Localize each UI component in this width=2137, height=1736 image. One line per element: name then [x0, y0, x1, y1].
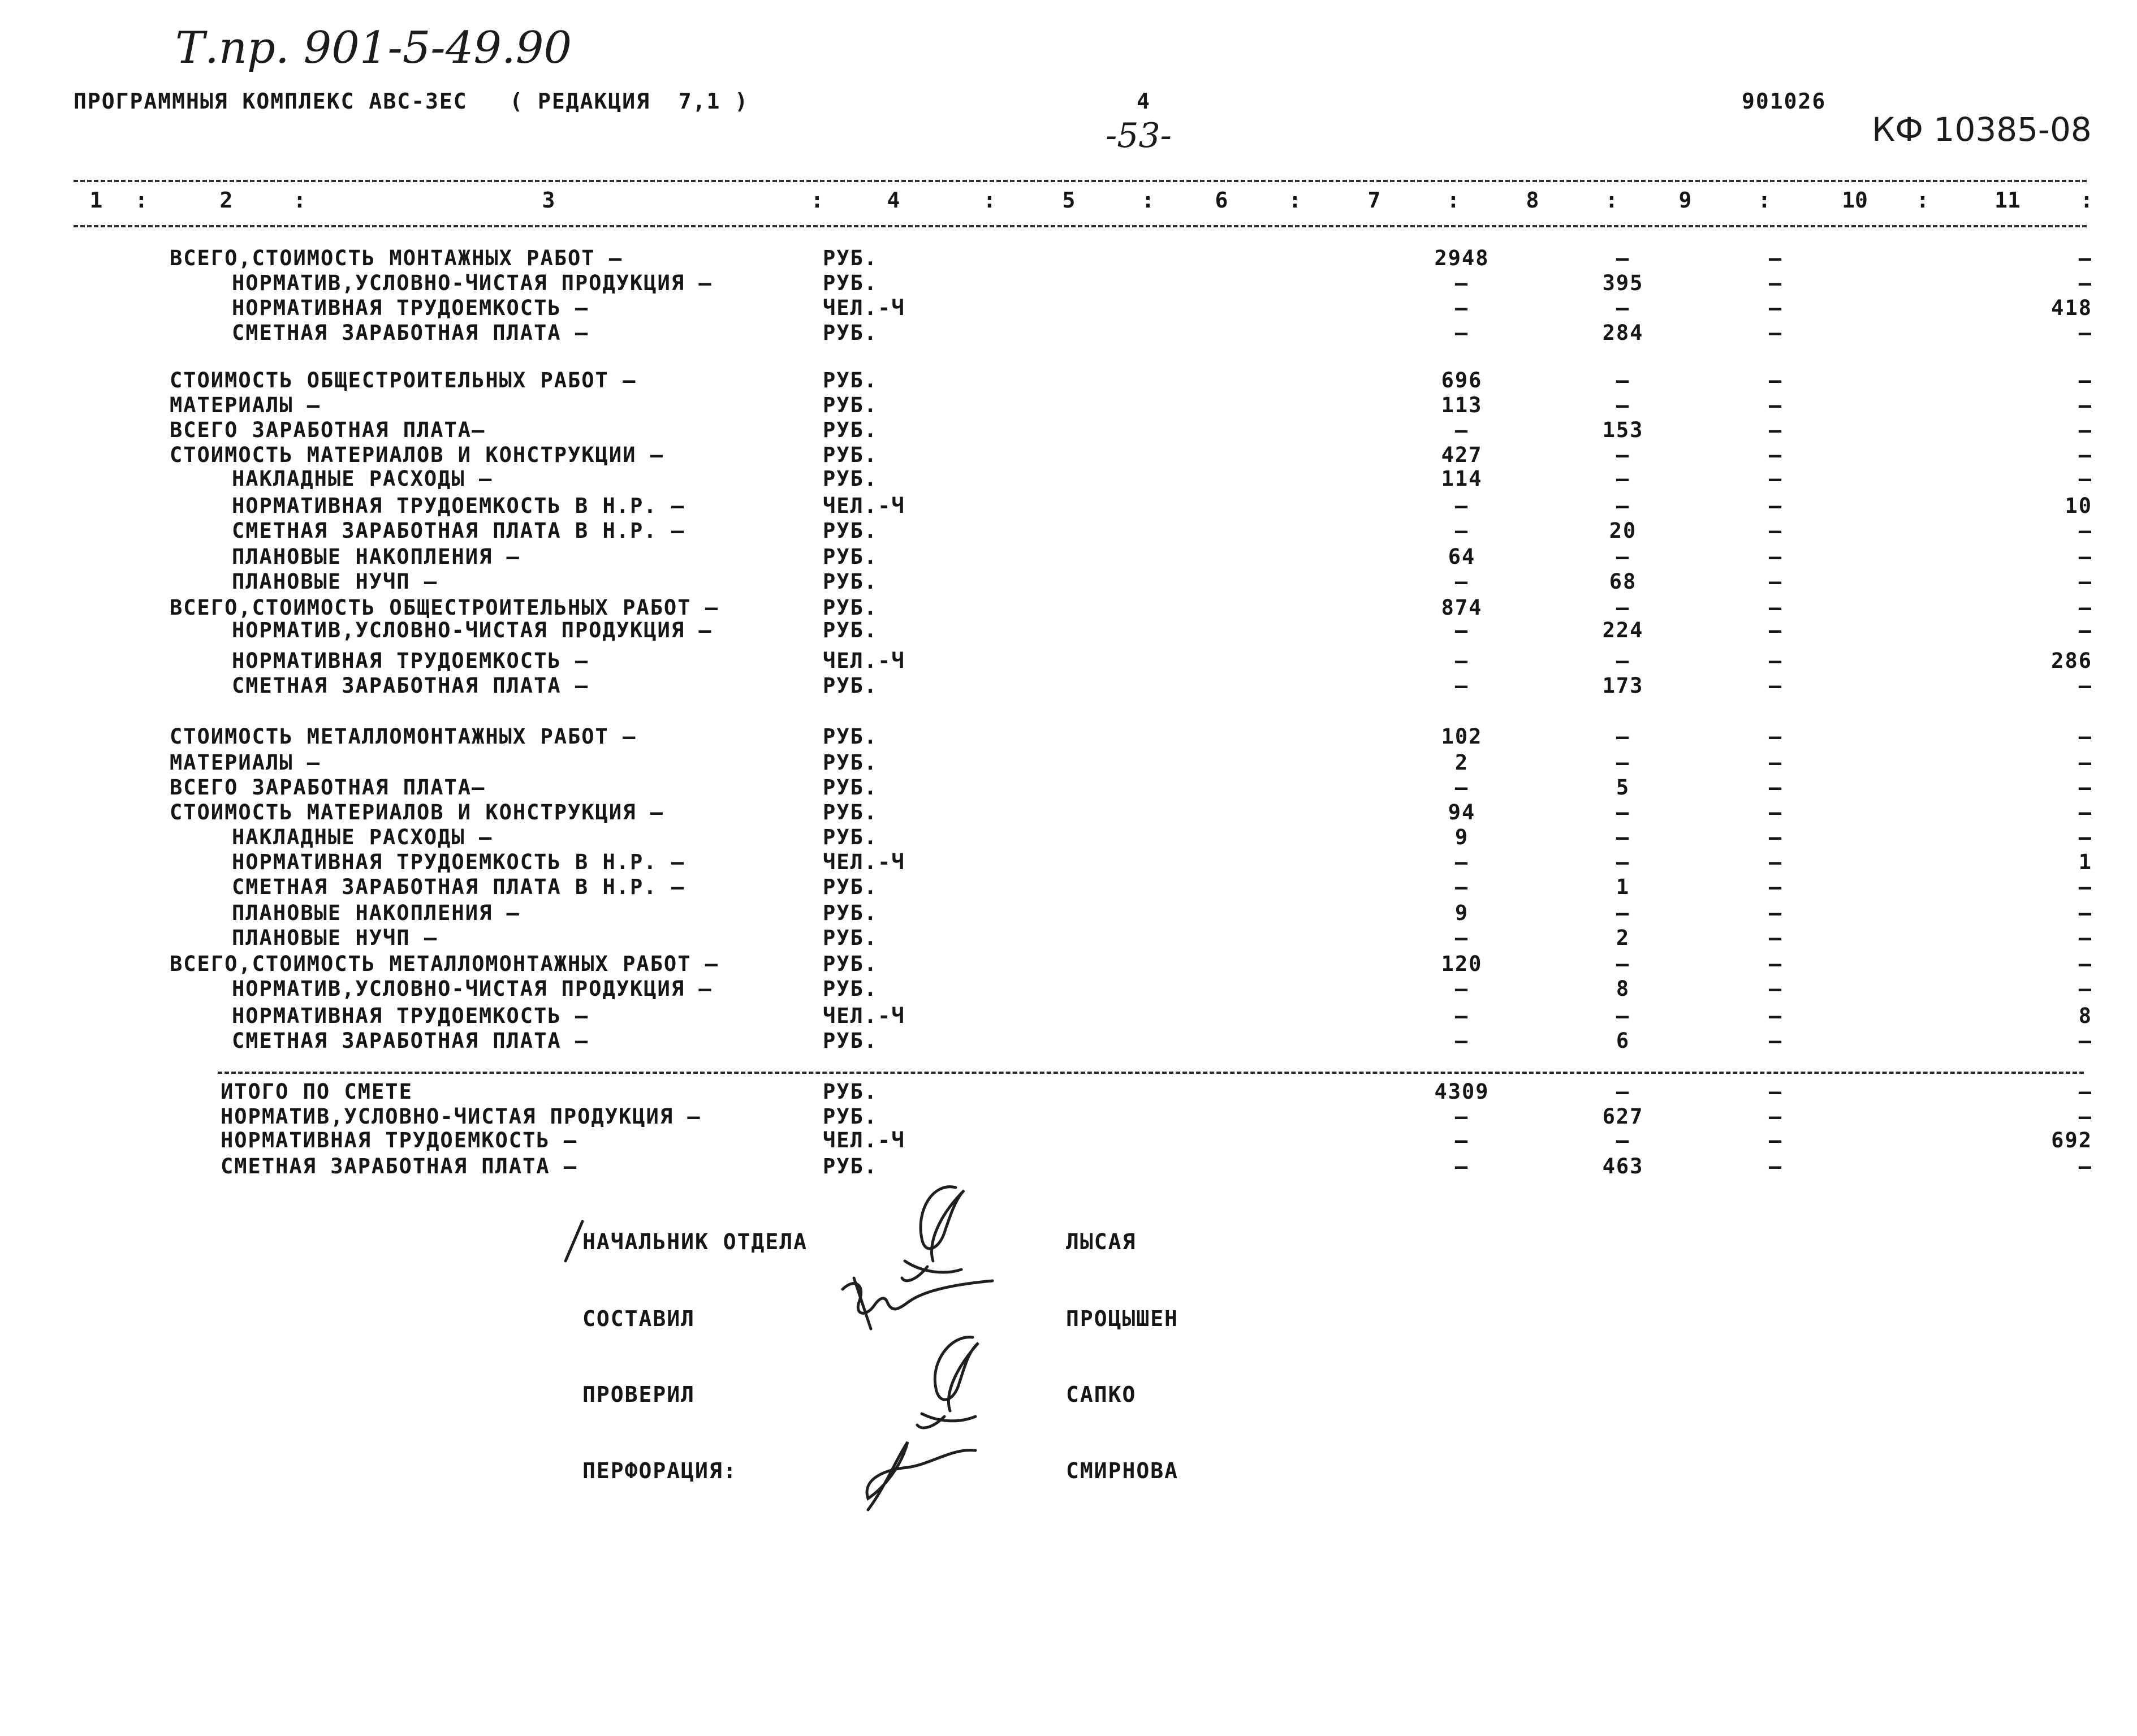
column-header: 11	[1994, 188, 2021, 213]
cell-col11: –	[2078, 595, 2092, 620]
column-separator: :	[135, 188, 148, 213]
cell-col7: 94	[1448, 800, 1476, 824]
cell-col7: 102	[1441, 724, 1483, 749]
signature-name: САПКО	[1066, 1382, 1137, 1407]
kf-code: КФ 10385-08	[1872, 110, 2092, 149]
cell-col8: –	[1616, 368, 1630, 392]
cell-col8: –	[1616, 393, 1630, 417]
cell-col7: 4309	[1434, 1079, 1490, 1104]
unit-cell: РУБ.	[823, 800, 878, 824]
row-label: СМЕТНАЯ ЗАРАБОТНАЯ ПЛАТА –	[232, 321, 589, 345]
cell-col11: –	[2078, 569, 2092, 594]
row-label: МАТЕРИАЛЫ –	[170, 750, 321, 775]
cell-col7: –	[1454, 296, 1469, 320]
cell-col11: 692	[2051, 1128, 2092, 1152]
cell-col8: –	[1616, 750, 1630, 775]
table-row	[0, 675, 2137, 698]
row-label: СТОИМОСТЬ МАТЕРИАЛОВ И КОНСТРУКЦИЯ –	[170, 800, 664, 824]
cell-col7: –	[1454, 977, 1469, 1001]
row-label: НОРМАТИВ,УСЛОВНО-ЧИСТАЯ ПРОДУКЦИЯ –	[232, 618, 713, 642]
table-row	[0, 520, 2137, 543]
unit-cell: РУБ.	[823, 673, 878, 698]
cell-col9: –	[1768, 296, 1783, 320]
cell-col7: 114	[1441, 467, 1483, 491]
cell-col9: –	[1768, 321, 1783, 345]
cell-col9: –	[1768, 467, 1783, 491]
row-label: ИТОГО ПО СМЕТЕ	[221, 1079, 413, 1104]
program-header: ПРОГРАММНЫЯ КОМПЛЕКС АВС-3ЕС ( РЕДАКЦИЯ 7,1 )	[74, 89, 749, 114]
cell-col9: –	[1768, 1029, 1783, 1053]
unit-cell: РУБ.	[823, 443, 878, 467]
column-separator: :	[2080, 188, 2093, 213]
column-header: 5	[1062, 188, 1076, 213]
row-label: НОРМАТИВНАЯ ТРУДОЕМКОСТЬ –	[232, 649, 589, 673]
row-label: МАТЕРИАЛЫ –	[170, 393, 321, 417]
table-row	[0, 752, 2137, 775]
cell-col11: –	[2078, 321, 2092, 345]
cell-col11: –	[2078, 467, 2092, 491]
cell-col9: –	[1768, 1079, 1783, 1104]
column-header: 1	[89, 188, 103, 213]
cell-col11: –	[2078, 825, 2092, 849]
cell-col8: –	[1616, 595, 1630, 620]
column-separator: :	[1758, 188, 1771, 213]
signature-role: ПЕРФОРАЦИЯ:	[582, 1458, 737, 1483]
cell-col9: –	[1768, 271, 1783, 295]
cell-col11: –	[2078, 1029, 2092, 1053]
signature-role: ПРОВЕРИЛ	[582, 1382, 696, 1407]
column-separator: :	[983, 188, 996, 213]
unit-cell: РУБ.	[823, 271, 878, 295]
cell-col9: –	[1768, 901, 1783, 925]
row-label: НОРМАТИВНАЯ ТРУДОЕМКОСТЬ В Н.Р. –	[232, 850, 685, 874]
cell-col7: 9	[1454, 901, 1469, 925]
unit-cell: РУБ.	[823, 724, 878, 749]
table-row	[0, 876, 2137, 899]
cell-col11: –	[2078, 1079, 2092, 1104]
cell-col8: 2	[1616, 926, 1630, 950]
cell-col7: –	[1454, 321, 1469, 345]
cell-col8: 1	[1616, 875, 1630, 899]
cell-col8: –	[1616, 800, 1630, 824]
table-row	[0, 927, 2137, 950]
cell-col11: –	[2078, 545, 2092, 569]
row-label: НОРМАТИВНАЯ ТРУДОЕМКОСТЬ –	[232, 1004, 589, 1028]
table-row	[0, 650, 2137, 673]
cell-col8: –	[1616, 724, 1630, 749]
unit-cell: ЧЕЛ.-Ч	[823, 1128, 905, 1152]
cell-col9: –	[1768, 952, 1783, 976]
table-row	[0, 1106, 2137, 1129]
cell-col8: –	[1616, 850, 1630, 874]
table-row	[0, 297, 2137, 320]
handwritten-signature	[845, 1425, 981, 1515]
column-separator: :	[1447, 188, 1460, 213]
cell-col8: 20	[1609, 519, 1637, 543]
page-mark: -53-	[1106, 116, 1172, 156]
cell-col7: –	[1454, 926, 1469, 950]
cell-col11: –	[2078, 875, 2092, 899]
unit-cell: РУБ.	[823, 368, 878, 392]
cell-col8: 8	[1616, 977, 1630, 1001]
table-row	[0, 495, 2137, 518]
row-label: ВСЕГО ЗАРАБОТНАЯ ПЛАТА–	[170, 418, 486, 442]
cell-col11: –	[2078, 246, 2092, 270]
unit-cell: РУБ.	[823, 519, 878, 543]
cell-col9: –	[1768, 545, 1783, 569]
row-label: СМЕТНАЯ ЗАРАБОТНАЯ ПЛАТА В Н.Р. –	[232, 875, 685, 899]
signature-role: НАЧАЛЬНИК ОТДЕЛА	[582, 1229, 808, 1254]
cell-col8: 627	[1602, 1104, 1644, 1129]
cell-col9: –	[1768, 246, 1783, 270]
cell-col8: –	[1616, 1079, 1630, 1104]
cell-col9: –	[1768, 368, 1783, 392]
unit-cell: РУБ.	[823, 952, 878, 976]
cell-col7: –	[1454, 673, 1469, 698]
row-label: НАКЛАДНЫЕ РАСХОДЫ –	[232, 467, 493, 491]
row-label: ПЛАНОВЫЕ НАКОПЛЕНИЯ –	[232, 545, 520, 569]
cell-col9: –	[1768, 926, 1783, 950]
signature-name: ЛЫСАЯ	[1066, 1229, 1137, 1254]
row-label: НОРМАТИВ,УСЛОВНО-ЧИСТАЯ ПРОДУКЦИЯ –	[221, 1104, 701, 1129]
cell-col9: –	[1768, 977, 1783, 1001]
cell-col8: –	[1616, 443, 1630, 467]
cell-col11: –	[2078, 926, 2092, 950]
column-separator: :	[810, 188, 824, 213]
table-row	[0, 902, 2137, 925]
table-row	[0, 802, 2137, 824]
unit-cell: ЧЕЛ.-Ч	[823, 494, 905, 518]
unit-cell: РУБ.	[823, 901, 878, 925]
unit-cell: РУБ.	[823, 1079, 878, 1104]
cell-col7: 113	[1441, 393, 1483, 417]
column-separator: :	[1141, 188, 1155, 213]
signature-name: ПРОЦЫШЕН	[1066, 1306, 1179, 1331]
table-row	[0, 978, 2137, 1001]
column-header: 10	[1842, 188, 1868, 213]
table-row	[0, 726, 2137, 749]
table-row	[0, 248, 2137, 270]
cell-col9: –	[1768, 1004, 1783, 1028]
unit-cell: РУБ.	[823, 569, 878, 594]
cell-col7: –	[1454, 271, 1469, 295]
cell-col7: –	[1454, 1029, 1469, 1053]
table-row	[0, 827, 2137, 849]
row-label: СТОИМОСТЬ МАТЕРИАЛОВ И КОНСТРУКЦИИ –	[170, 443, 664, 467]
table-row	[0, 777, 2137, 800]
row-label: СМЕТНАЯ ЗАРАБОТНАЯ ПЛАТА В Н.Р. –	[232, 519, 685, 543]
table-row	[0, 620, 2137, 642]
cell-col9: –	[1768, 494, 1783, 518]
cell-col9: –	[1768, 1128, 1783, 1152]
cell-col9: –	[1768, 569, 1783, 594]
table-row	[0, 597, 2137, 620]
cell-col9: –	[1768, 618, 1783, 642]
row-label: СМЕТНАЯ ЗАРАБОТНАЯ ПЛАТА –	[221, 1154, 578, 1178]
cell-col11: –	[2078, 393, 2092, 417]
cell-col7: –	[1454, 649, 1469, 673]
cell-col8: –	[1616, 901, 1630, 925]
row-label: НОРМАТИВ,УСЛОВНО-ЧИСТАЯ ПРОДУКЦИЯ –	[232, 977, 713, 1001]
unit-cell: ЧЕЛ.-Ч	[823, 649, 905, 673]
cell-col11: –	[2078, 1104, 2092, 1129]
cell-col8: –	[1616, 246, 1630, 270]
cell-col8: 6	[1616, 1029, 1630, 1053]
unit-cell: РУБ.	[823, 825, 878, 849]
table-row	[0, 852, 2137, 874]
cell-col7: 2948	[1434, 246, 1490, 270]
cell-col7: 427	[1441, 443, 1483, 467]
column-header: 8	[1526, 188, 1539, 213]
table-row	[0, 1081, 2137, 1104]
column-header: 9	[1678, 188, 1692, 213]
cell-col7: 2	[1454, 750, 1469, 775]
cell-col9: –	[1768, 750, 1783, 775]
row-label: НОРМАТИВНАЯ ТРУДОЕМКОСТЬ –	[232, 296, 589, 320]
cell-col9: –	[1768, 519, 1783, 543]
table-row	[0, 322, 2137, 345]
cell-col8: 395	[1602, 271, 1644, 295]
cell-col7: –	[1454, 775, 1469, 800]
table-row	[0, 1005, 2137, 1028]
cell-col9: –	[1768, 1104, 1783, 1129]
column-header: 4	[887, 188, 900, 213]
cell-col8: 463	[1602, 1154, 1644, 1178]
table-row	[0, 468, 2137, 491]
unit-cell: РУБ.	[823, 418, 878, 442]
cell-col8: –	[1616, 494, 1630, 518]
cell-col11: –	[2078, 418, 2092, 442]
cell-col7: –	[1454, 519, 1469, 543]
column-separator: :	[1288, 188, 1302, 213]
cell-col7: –	[1454, 1154, 1469, 1178]
unit-cell: ЧЕЛ.-Ч	[823, 1004, 905, 1028]
table-row	[0, 1130, 2137, 1152]
cell-col9: –	[1768, 800, 1783, 824]
cell-col8: 5	[1616, 775, 1630, 800]
cell-col8: –	[1616, 296, 1630, 320]
row-label: СМЕТНАЯ ЗАРАБОТНАЯ ПЛАТА –	[232, 1029, 589, 1053]
column-separator: :	[1916, 188, 1929, 213]
row-label: НОРМАТИВ,УСЛОВНО-ЧИСТАЯ ПРОДУКЦИЯ –	[232, 271, 713, 295]
cell-col7: –	[1454, 875, 1469, 899]
unit-cell: РУБ.	[823, 875, 878, 899]
cell-col11: –	[2078, 673, 2092, 698]
column-header: 2	[219, 188, 233, 213]
column-header: 6	[1215, 188, 1228, 213]
cell-col11: –	[2078, 368, 2092, 392]
row-label: ВСЕГО,СТОИМОСТЬ МЕТАЛЛОМОНТАЖНЫХ РАБОТ –	[170, 952, 719, 976]
cell-col11: –	[2078, 775, 2092, 800]
signature-name: СМИРНОВА	[1066, 1458, 1179, 1483]
cell-col8: 284	[1602, 321, 1644, 345]
cell-col9: –	[1768, 875, 1783, 899]
bracket-mark	[557, 1216, 591, 1267]
cell-col9: –	[1768, 724, 1783, 749]
unit-cell: РУБ.	[823, 977, 878, 1001]
handwritten-signature	[882, 1326, 995, 1433]
column-header: 3	[542, 188, 555, 213]
cell-col9: –	[1768, 673, 1783, 698]
cell-col9: –	[1768, 775, 1783, 800]
row-label: СТОИМОСТЬ МЕТАЛЛОМОНТАЖНЫХ РАБОТ –	[170, 724, 637, 749]
cell-col11: –	[2078, 952, 2092, 976]
unit-cell: РУБ.	[823, 1029, 878, 1053]
cell-col8: –	[1616, 952, 1630, 976]
unit-cell: РУБ.	[823, 393, 878, 417]
unit-cell: РУБ.	[823, 595, 878, 620]
cell-col11: –	[2078, 618, 2092, 642]
table-row	[0, 420, 2137, 442]
unit-cell: РУБ.	[823, 321, 878, 345]
cell-col11: –	[2078, 271, 2092, 295]
cell-col7: –	[1454, 1004, 1469, 1028]
cell-col8: 68	[1609, 569, 1637, 594]
table-row	[0, 370, 2137, 392]
cell-col7: 64	[1448, 545, 1476, 569]
cell-col11: –	[2078, 724, 2092, 749]
unit-cell: РУБ.	[823, 775, 878, 800]
row-label: ПЛАНОВЫЕ НАКОПЛЕНИЯ –	[232, 901, 520, 925]
table-row	[0, 953, 2137, 976]
unit-cell: РУБ.	[823, 246, 878, 270]
unit-cell: РУБ.	[823, 926, 878, 950]
unit-cell: РУБ.	[823, 467, 878, 491]
handwritten-title: Т.пр. 901-5-49.90	[175, 23, 572, 74]
cell-col11: –	[2078, 750, 2092, 775]
column-header: 7	[1367, 188, 1381, 213]
table-row	[0, 273, 2137, 295]
table-row	[0, 1156, 2137, 1178]
cell-col11: –	[2078, 977, 2092, 1001]
cell-col11: 286	[2051, 649, 2092, 673]
cell-col11: –	[2078, 800, 2092, 824]
cell-col9: –	[1768, 649, 1783, 673]
unit-cell: РУБ.	[823, 750, 878, 775]
totals-rule	[218, 1072, 2084, 1074]
cell-col7: 874	[1441, 595, 1483, 620]
row-label: СМЕТНАЯ ЗАРАБОТНАЯ ПЛАТА –	[232, 673, 589, 698]
row-label: ВСЕГО ЗАРАБОТНАЯ ПЛАТА–	[170, 775, 486, 800]
cell-col11: –	[2078, 519, 2092, 543]
table-row	[0, 571, 2137, 594]
row-label: ПЛАНОВЫЕ НУЧП –	[232, 926, 438, 950]
cell-col11: 1	[2078, 850, 2092, 874]
cell-col8: –	[1616, 825, 1630, 849]
unit-cell: РУБ.	[823, 545, 878, 569]
cell-col8: 224	[1602, 618, 1644, 642]
cell-col9: –	[1768, 443, 1783, 467]
cell-col7: –	[1454, 494, 1469, 518]
row-label: НОРМАТИВНАЯ ТРУДОЕМКОСТЬ –	[221, 1128, 578, 1152]
cell-col11: –	[2078, 443, 2092, 467]
row-label: НАКЛАДНЫЕ РАСХОДЫ –	[232, 825, 493, 849]
cell-col9: –	[1768, 850, 1783, 874]
column-separator: :	[293, 188, 306, 213]
cell-col11: –	[2078, 1154, 2092, 1178]
signature-role: СОСТАВИЛ	[582, 1306, 696, 1331]
cell-col11: –	[2078, 901, 2092, 925]
unit-cell: РУБ.	[823, 618, 878, 642]
cell-col8: –	[1616, 1128, 1630, 1152]
cell-col8: –	[1616, 649, 1630, 673]
cell-col7: –	[1454, 618, 1469, 642]
cell-col9: –	[1768, 825, 1783, 849]
table-row	[0, 444, 2137, 467]
cell-col7: 120	[1441, 952, 1483, 976]
row-label: НОРМАТИВНАЯ ТРУДОЕМКОСТЬ В Н.Р. –	[232, 494, 685, 518]
unit-cell: РУБ.	[823, 1154, 878, 1178]
cell-col9: –	[1768, 595, 1783, 620]
cell-col9: –	[1768, 418, 1783, 442]
document-number: 901026	[1742, 89, 1827, 114]
table-row	[0, 1030, 2137, 1053]
row-label: ВСЕГО,СТОИМОСТЬ МОНТАЖНЫХ РАБОТ –	[170, 246, 623, 270]
cell-col8: –	[1616, 467, 1630, 491]
row-label: ВСЕГО,СТОИМОСТЬ ОБЩЕСТРОИТЕЛЬНЫХ РАБОТ –	[170, 595, 719, 620]
cell-col7: 9	[1454, 825, 1469, 849]
cell-col7: –	[1454, 1104, 1469, 1129]
cell-col8: 153	[1602, 418, 1644, 442]
row-label: ПЛАНОВЫЕ НУЧП –	[232, 569, 438, 594]
cell-col8: 173	[1602, 673, 1644, 698]
sheet-number: 4	[1137, 89, 1151, 114]
cell-col7: 696	[1441, 368, 1483, 392]
cell-col9: –	[1768, 1154, 1783, 1178]
cell-col7: –	[1454, 850, 1469, 874]
unit-cell: ЧЕЛ.-Ч	[823, 296, 905, 320]
cell-col11: 10	[2065, 494, 2092, 518]
cell-col11: 8	[2078, 1004, 2092, 1028]
cell-col7: –	[1454, 1128, 1469, 1152]
cell-col11: 418	[2051, 296, 2092, 320]
cell-col9: –	[1768, 393, 1783, 417]
row-label: СТОИМОСТЬ ОБЩЕСТРОИТЕЛЬНЫХ РАБОТ –	[170, 368, 637, 392]
column-separator: :	[1605, 188, 1618, 213]
unit-cell: РУБ.	[823, 1104, 878, 1129]
cell-col7: –	[1454, 569, 1469, 594]
unit-cell: ЧЕЛ.-Ч	[823, 850, 905, 874]
table-row	[0, 395, 2137, 417]
cell-col8: –	[1616, 545, 1630, 569]
cell-col8: –	[1616, 1004, 1630, 1028]
table-row	[0, 546, 2137, 569]
cell-col7: –	[1454, 418, 1469, 442]
